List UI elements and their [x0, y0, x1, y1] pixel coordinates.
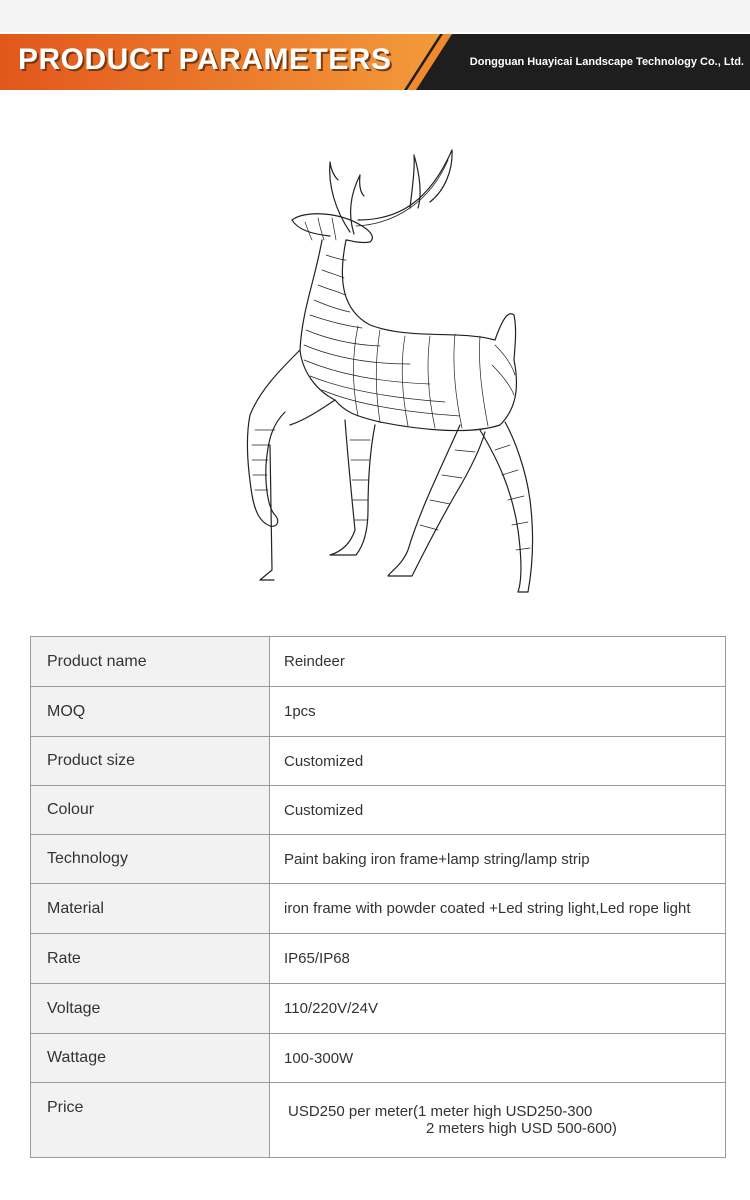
table-row [31, 884, 726, 934]
param-label: MOQ [31, 687, 270, 737]
section-banner [0, 34, 750, 90]
param-value: Customized [270, 786, 726, 835]
table-row [31, 786, 726, 835]
table-row [31, 1034, 726, 1083]
price-line-2: 2 meters high USD 500-600) [426, 1120, 617, 1137]
page-title: PRODUCT PARAMETERS [18, 43, 392, 76]
company-name: Dongguan Huayicai Landscape Technology Co., Ltd. [469, 56, 744, 68]
param-label: Voltage [31, 984, 270, 1034]
table-row [31, 637, 726, 687]
param-value: Reindeer [270, 637, 726, 687]
param-label: Wattage [31, 1034, 270, 1083]
param-value: Customized [270, 737, 726, 786]
table-row [31, 1083, 726, 1158]
param-value: 100-300W [270, 1034, 726, 1083]
reindeer-wireframe-icon [230, 140, 550, 610]
table-row [31, 737, 726, 786]
table-row [31, 687, 726, 737]
param-value: IP65/IP68 [270, 934, 726, 984]
price-line-1: USD250 per meter(1 meter high USD250-300 [288, 1103, 593, 1120]
parameters-table [30, 636, 726, 1158]
table-row [31, 835, 726, 884]
param-label: Technology [31, 835, 270, 884]
param-value: 110/220V/24V [270, 984, 726, 1034]
param-value: iron frame with powder coated +Led string light,Led rope light [270, 884, 726, 934]
param-label: Rate [31, 934, 270, 984]
param-label: Product name [31, 637, 270, 687]
table-row [31, 934, 726, 984]
top-strip [0, 0, 750, 32]
table-row [31, 984, 726, 1034]
param-value: Paint baking iron frame+lamp string/lamp strip [270, 835, 726, 884]
param-value: 1pcs [270, 687, 726, 737]
param-label: Material [31, 884, 270, 934]
param-label: Colour [31, 786, 270, 835]
param-label: Product size [31, 737, 270, 786]
param-value [270, 1083, 726, 1158]
param-label: Price [31, 1083, 270, 1158]
